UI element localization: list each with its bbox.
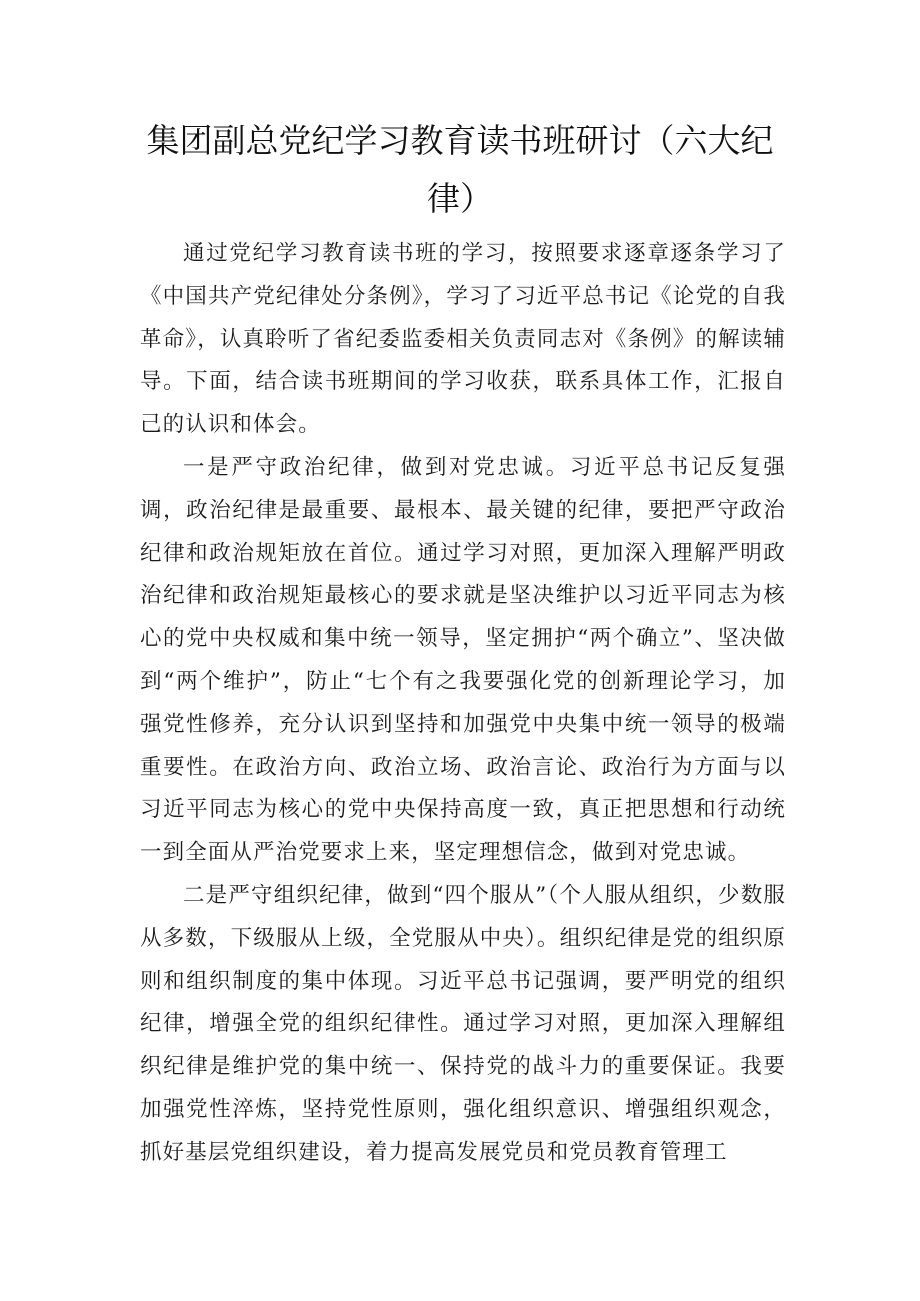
paragraph-intro: 通过党纪学习教育读书班的学习，按照要求逐章逐条学习了《中国共产党纪律处分条例》，学习了习近平总书记《论党的自我革命》，认真聆听了省纪委监委相关负责同志对《条例》的解读辅导。下面，结合读书班期间的学习收获，联系具体工作，汇报自己的认识和体会。 — [140, 241, 786, 438]
document-body — [140, 233, 786, 1175]
document-title: 集团副总党纪学习教育读书班研讨（六大纪律） — [146, 121, 774, 218]
paragraph-organizational-discipline: 二是严守组织纪律，做到“四个服从”（个人服从组织，少数服从多数，下级服从上级，全党服从中央）。组织纪律是党的组织原则和组织制度的集中体现。习近平总书记强调，要严明党的组织纪律，增强全党的组织纪律性。通过学习对照，更加深入理解组织纪律是维护党的集中统一、保持党的战斗力的重要保证。我要加强党性淬炼，坚持党性原则，强化组织意识、增强组织观念，抓好基层党组织建设，着力提高发展党员和党员教育管理工 — [140, 882, 786, 1165]
paragraph-political-discipline: 一是严守政治纪律，做到对党忠诚。习近平总书记反复强调，政治纪律是最重要、最根本、最关键的纪律，要把严守政治纪律和政治规矩放在首位。通过学习对照，更加深入理解严明政治纪律和政治规矩最核心的要求就是坚决维护以习近平同志为核心的党中央权威和集中统一领导，坚定拥护“两个确立”、坚决做到“两个维护”，防止“七个有之我要强化党的创新理论学习，加强党性修养，充分认识到坚持和加强党中央集中统一领导的极端重要性。在政治方向、政治立场、政治言论、政治行为方面与以习近平同志为核心的党中央保持高度一致，真正把思想和行动统一到全面从严治党要求上来，坚定理想信念，做到对党忠诚。 — [140, 454, 786, 866]
